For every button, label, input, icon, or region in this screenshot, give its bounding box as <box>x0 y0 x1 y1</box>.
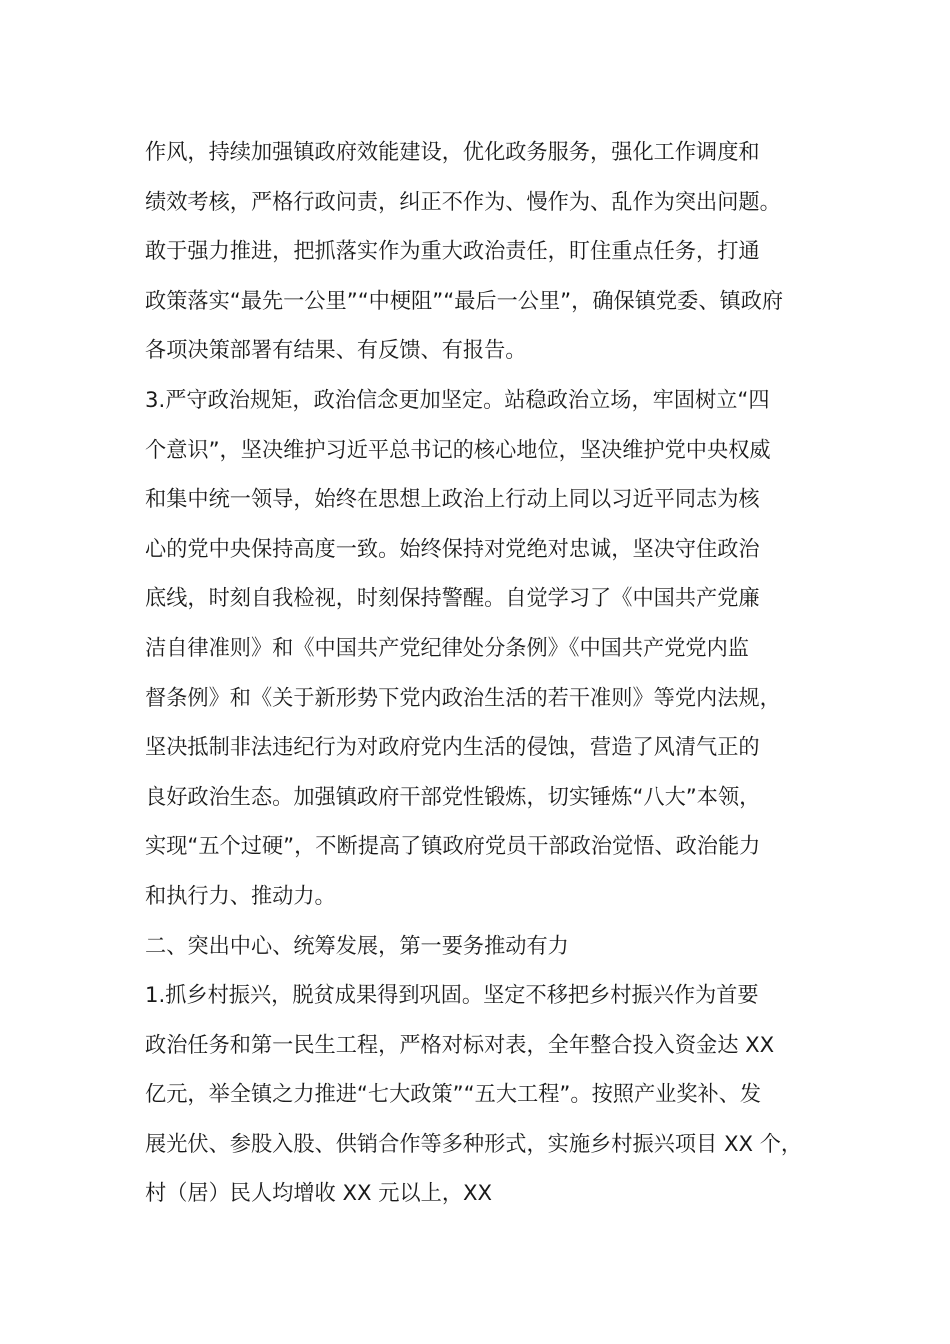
text-line: 村（居）民人均增收 XX 元以上，XX <box>145 1181 493 1207</box>
text-line: 绩效考核，严格行政问责，纠正不作为、慢作为、乱作为突出问题。 <box>145 189 781 215</box>
text-line: 和执行力、推动力。 <box>145 883 336 909</box>
text-line: 亿元，举全镇之力推进“七大政策”“五大工程”。按照产业奖补、发 <box>145 1082 762 1108</box>
text-line: 展光伏、参股入股、供销合作等多种形式，实施乡村振兴项目 XX 个， <box>145 1131 803 1157</box>
subsection-1-heading-line: 1.抓乡村振兴，脱贫成果得到巩固。坚定不移把乡村振兴作为首要 <box>145 983 759 1009</box>
section-heading: 二、突出中心、统筹发展，第一要务推动有力 <box>145 933 569 959</box>
text-line: 心的党中央保持高度一致。始终保持对党绝对忠诚，坚决守住政治 <box>145 536 760 562</box>
text-line: 作风，持续加强镇政府效能建设，优化政务服务，强化工作调度和 <box>145 140 760 165</box>
text-line: 敢于强力推进，把抓落实作为重大政治责任，盯住重点任务，打通 <box>145 239 760 265</box>
text-line: 政策落实“最先一公里”“中梗阻”“最后一公里”，确保镇党委、镇政府 <box>145 288 784 314</box>
text-line: 政治任务和第一民生工程，严格对标对表，全年整合投入资金达 XX <box>145 1032 775 1058</box>
text-line: 和集中统一领导，始终在思想上政治上行动上同以习近平同志为核 <box>145 487 760 513</box>
section-3-heading-line: 3.严守政治规矩，政治信念更加坚定。站稳政治立场，牢固树立“四 <box>145 387 770 413</box>
text-line: 良好政治生态。加强镇政府干部党性锻炼，切实锤炼“八大”本领， <box>145 784 761 810</box>
text-line: 督条例》和《关于新形势下党内政治生活的若干准则》等党内法规， <box>145 685 781 711</box>
text-line: 个意识”，坚决维护习近平总书记的核心地位，坚决维护党中央权威 <box>145 437 771 463</box>
text-line: 洁自律准则》和《中国共产党纪律处分条例》《中国共产党党内监 <box>145 635 750 661</box>
text-line: 坚决抵制非法违纪行为对政府党内生活的侵蚀，营造了风清气正的 <box>145 735 760 761</box>
text-line: 各项决策部署有结果、有反馈、有报告。 <box>145 338 527 364</box>
body-text <box>145 128 845 1219</box>
text-line: 底线，时刻自我检视，时刻保持警醒。自觉学习了《中国共产党廉 <box>145 586 760 612</box>
text-line: 实现“五个过硬”，不断提高了镇政府党员干部政治觉悟、政治能力 <box>145 834 761 860</box>
